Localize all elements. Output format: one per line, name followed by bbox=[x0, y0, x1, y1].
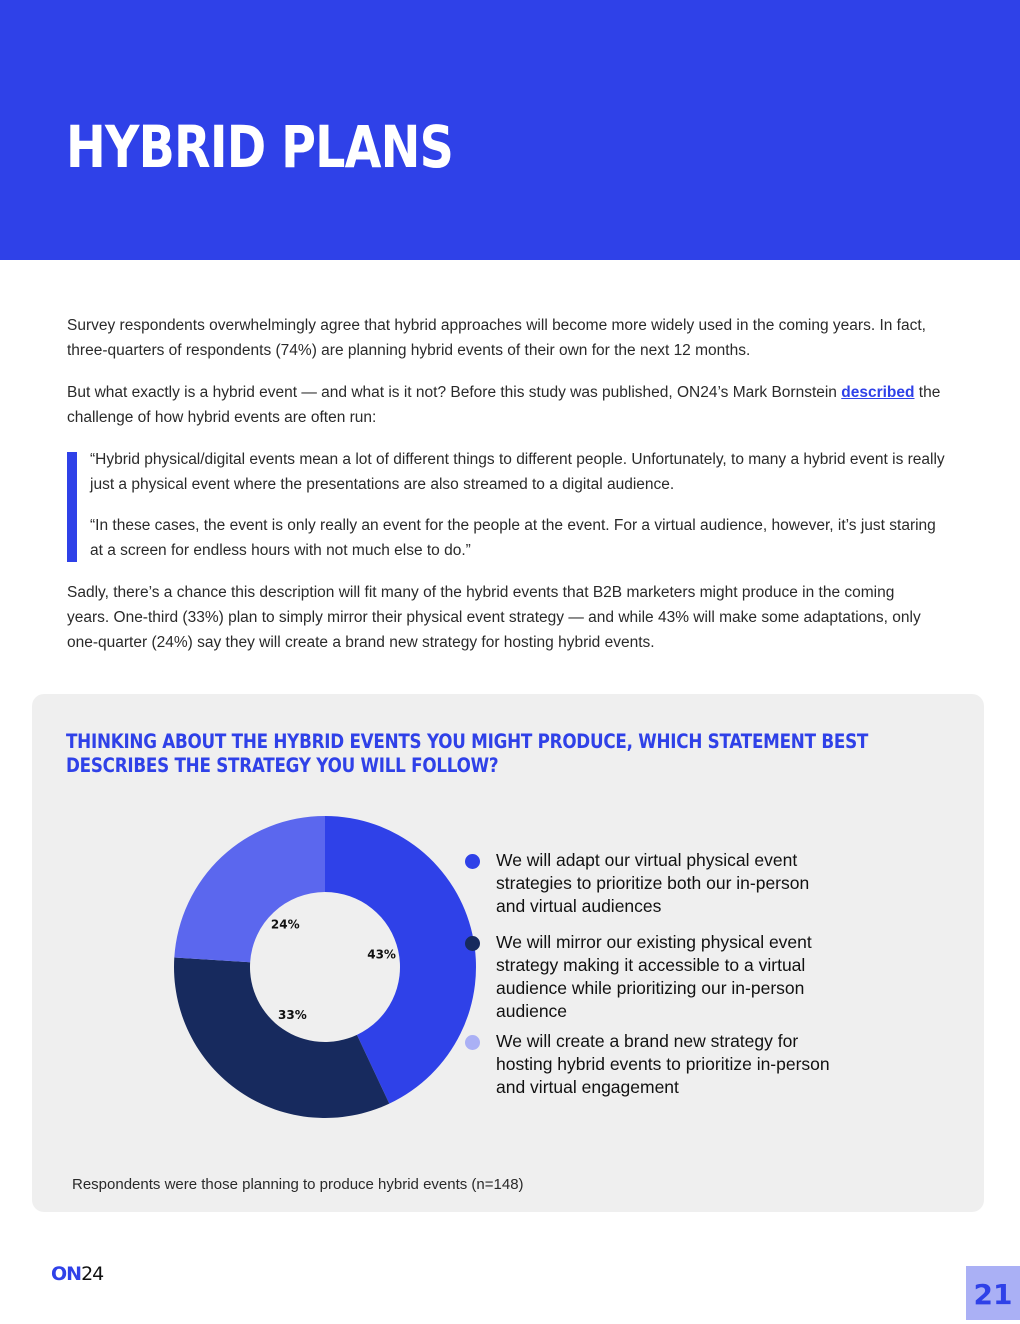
quote-paragraph-2: “In these cases, the event is only really an event for the people at the event. For a virtual audience, however, it’s just staring at a screen for endless hours with not much else to do.” bbox=[90, 517, 936, 559]
context-text-before: But what exactly is a hybrid event — and what is it not? Before this study was published, ON24’s Mark Bornstein bbox=[67, 384, 842, 401]
slice-mirror bbox=[174, 958, 389, 1118]
quote-bar bbox=[67, 452, 77, 562]
context-paragraph bbox=[67, 380, 947, 430]
chart-panel bbox=[32, 694, 984, 1212]
page-title: HYBRID PLANS bbox=[66, 113, 454, 181]
logo-on: ON bbox=[51, 1263, 82, 1285]
intro-paragraph: Survey respondents overwhelmingly agree that hybrid approaches will become more widely used in the coming years. In fact, three-quarters of respondents (74%) are planning hybrid events of their own for the next 12 months. bbox=[67, 317, 926, 359]
legend-dot-mirror bbox=[465, 936, 480, 951]
page-number: 21 bbox=[966, 1266, 1020, 1320]
donut-chart bbox=[172, 814, 478, 1120]
legend-item-new bbox=[496, 1030, 836, 1099]
slice-label-adapt: 43% bbox=[367, 947, 396, 962]
chart-title: THINKING ABOUT THE HYBRID EVENTS YOU MIGHT PRODUCE, WHICH STATEMENT BEST DESCRIBES THE STRATEGY YOU WILL FOLLOW? bbox=[66, 730, 869, 777]
legend-label-new: We will create a brand new strategy for hosting hybrid events to prioritize in-person and virtual engagement bbox=[496, 1031, 830, 1097]
header-banner bbox=[0, 0, 1020, 260]
logo-num: 24 bbox=[81, 1263, 104, 1285]
legend-item-mirror bbox=[496, 931, 836, 1023]
legend-dot-adapt bbox=[465, 854, 480, 869]
legend-item-adapt bbox=[496, 849, 836, 918]
legend-dot-new bbox=[465, 1035, 480, 1050]
legend-label-adapt: We will adapt our virtual physical event strategies to prioritize both our in-person and virtual audiences bbox=[496, 850, 810, 916]
context-text-after: the challenge of how hybrid events are often run: bbox=[67, 384, 941, 426]
chart-footnote: Respondents were those planning to produce hybrid events (n=148) bbox=[72, 1176, 524, 1193]
described-link[interactable]: described bbox=[841, 384, 915, 401]
slice-label-new: 24% bbox=[270, 917, 300, 932]
quote-paragraph-1: “Hybrid physical/digital events mean a lot of different things to different people. Unfortunately, to many a hybrid event is really just a physical event where the presentations are also streamed to a digital audience. bbox=[90, 451, 945, 493]
summary-paragraph: Sadly, there’s a chance this description will fit many of the hybrid events that B2B marketers might produce in the coming years. One-third (33%) plan to simply mirror their physical event strategy — and while 43% will make some adaptations, only one-quarter (24%) say they will create a brand new strategy for hosting hybrid events. bbox=[67, 584, 921, 651]
on24-logo bbox=[51, 1263, 103, 1285]
slice-label-mirror: 33% bbox=[278, 1007, 307, 1022]
slice-new bbox=[174, 816, 325, 962]
legend-label-mirror: We will mirror our existing physical event strategy making it accessible to a virtual audience while prioritizing our in-person audience bbox=[496, 932, 812, 1021]
